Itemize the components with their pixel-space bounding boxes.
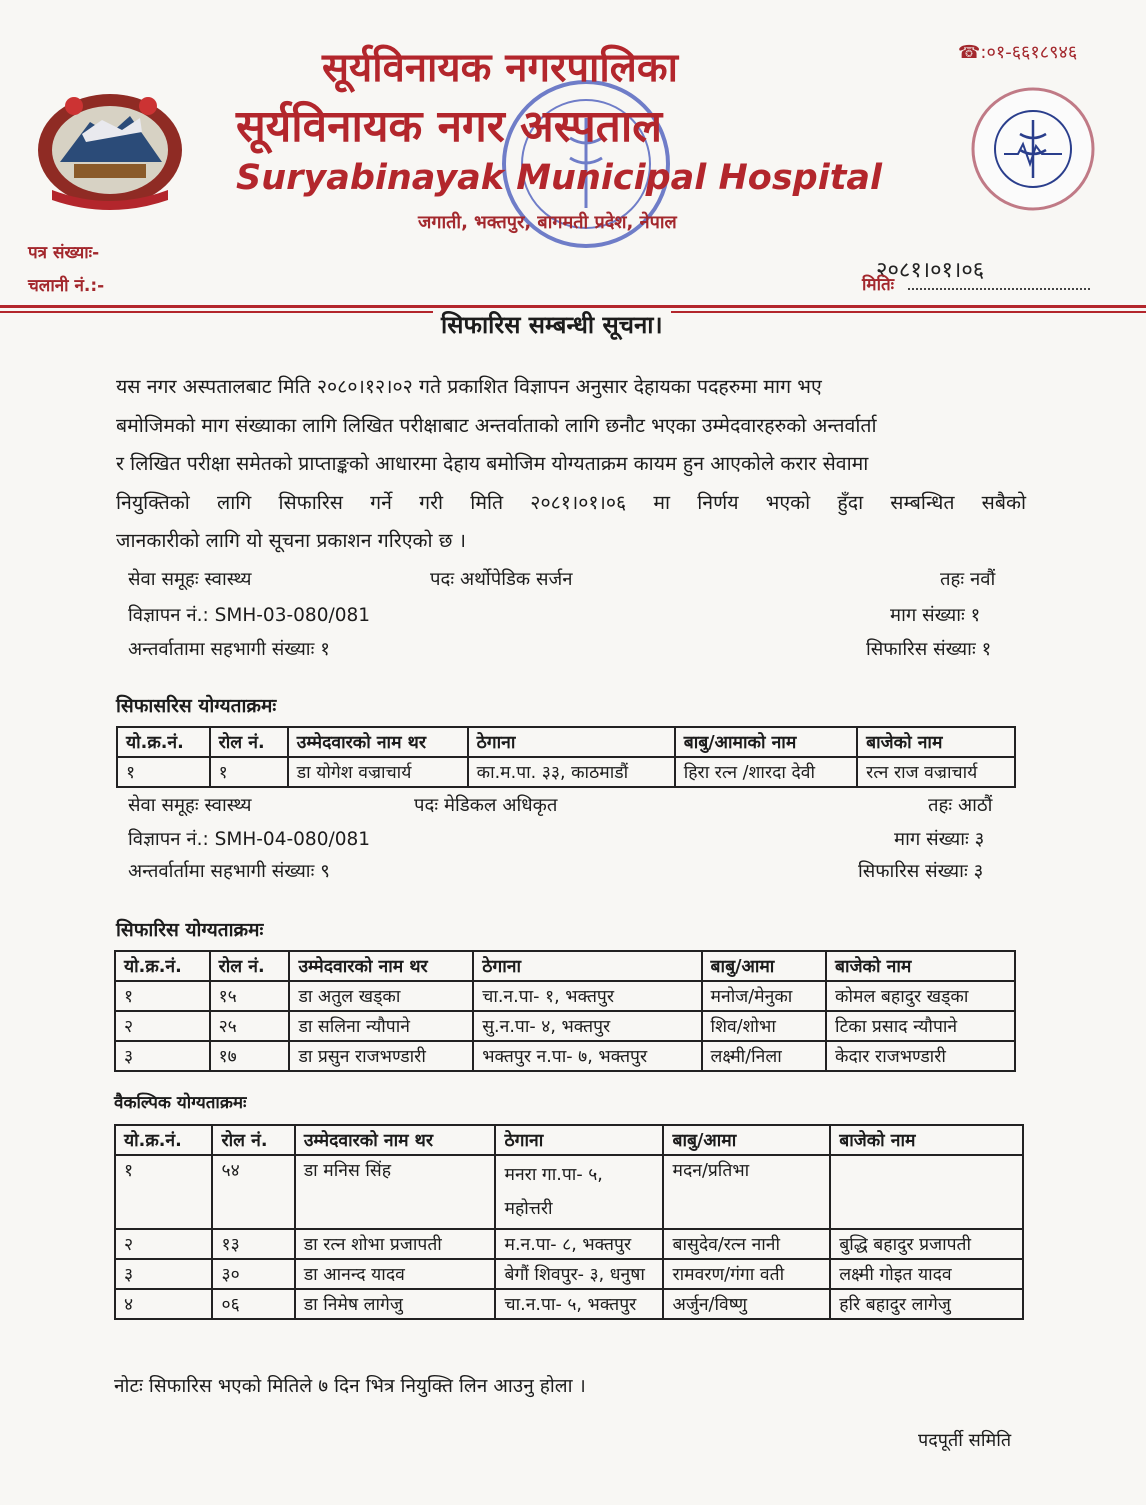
post2-table-title: सिफारिस योग्यताक्रमः [116,919,264,941]
col-header: बाबु/आमा [663,1125,830,1155]
hospital-name-en: Suryabinayak Municipal Hospital [236,158,883,198]
cell: डा सलिना न्यौपाने [289,1011,473,1041]
col-header: बाबु/आमाको नाम [675,727,857,757]
table-row [117,757,1015,787]
cell: म.न.पा- ८, भक्तपुर [495,1229,663,1259]
post2-vigyapan: विज्ञापन नं.: SMH-04-080/081 [128,829,371,850]
cell: ३० [212,1259,294,1289]
col-header: यो.क्र.नं. [115,951,210,981]
table-header-row [115,1125,1023,1155]
cell: १ [115,981,210,1011]
cell: २ [115,1229,212,1259]
hospital-name-np: सूर्यविनायक नगर अस्पताल [236,101,663,152]
post2-pad: पदः मेडिकल अधिकृत [414,795,558,816]
cell: मनोज/मेनुका [702,981,827,1011]
post1-seva: सेवा समूहः स्वास्थ्य [128,569,252,590]
date-handwritten: २०८१।०१।०६ [876,258,985,283]
cell: १ [210,757,288,787]
cell: लक्ष्मी/निला [702,1041,827,1071]
cell: रत्न राज वज्राचार्य [857,757,1015,787]
cell: डा प्रसुन राजभण्डारी [289,1041,473,1071]
post2-taha: तहः आठौं [928,795,993,816]
cell: मदन/प्रतिभा [663,1155,830,1229]
post2-seva: सेवा समूहः स्वास्थ्य [128,795,252,816]
col-header: उम्मेदवारको नाम थर [288,727,468,757]
date-dotted-line [908,276,1090,290]
hospital-seal-icon [970,86,1096,212]
cell: १७ [210,1041,290,1071]
cell: डा मनिस सिंह [295,1155,496,1229]
post2-antarvarta: अन्तर्वार्तामा सहभागी संख्याः ९ [128,861,330,882]
cell: २५ [210,1011,290,1041]
paragraph-line: र लिखित परीक्षा समेतको प्राप्ताङ्कको आधारमा देहाय बमोजिम योग्यताक्रम कायम हुन आएकोले करार सेवामा [116,452,869,476]
table-row [115,1155,1023,1229]
cell: डा रत्न शोभा प्रजापती [295,1229,496,1259]
cell: ४ [115,1289,212,1319]
table-header-row [117,727,1015,757]
notice-title: सिफारिस सम्बन्धी सूचना। [433,308,671,341]
cell: लक्ष्मी गोइत यादव [830,1259,1023,1289]
cell: रामवरण/गंगा वती [663,1259,830,1289]
cell: सु.न.पा- ४, भक्तपुर [473,1011,701,1041]
post1-table-title: सिफासरिस योग्यताक्रमः [116,695,277,717]
cell: डा अतुल खड्का [289,981,473,1011]
chalani-number: चलानी नं.:- [28,276,105,296]
post2-sifaris: सिफारिस संख्याः ३ [858,861,984,882]
cell: अर्जुन/विष्णु [663,1289,830,1319]
cell: चा.न.पा- ५, भक्तपुर [495,1289,663,1319]
col-header: रोल नं. [210,951,290,981]
cell: चा.न.पा- १, भक्तपुर [473,981,701,1011]
cell: डा आनन्द यादव [295,1259,496,1289]
cell: हरि बहादुर लागेजु [830,1289,1023,1319]
cell: १३ [212,1229,294,1259]
col-header: उम्मेदवारको नाम थर [289,951,473,981]
paragraph-line: जानकारीको लागि यो सूचना प्रकाशन गरिएको छ । [116,529,466,553]
cell: हिरा रत्न /शारदा देवी [675,757,857,787]
hospital-address: जगाती, भक्तपुर, बागमती प्रदेश, नेपाल [418,212,677,233]
col-header: ठेगाना [473,951,701,981]
post1-sifaris: सिफारिस संख्याः १ [866,639,992,660]
table-row [115,1259,1023,1289]
table-row [115,1041,1015,1071]
notice-paragraph [116,368,1026,561]
cell: २ [115,1011,210,1041]
col-header: रोल नं. [210,727,288,757]
cell [830,1155,1023,1229]
post1-maag: माग संख्याः १ [890,605,981,626]
cell: टिका प्रसाद न्यौपाने [826,1011,1015,1041]
cell: ३ [115,1041,210,1071]
cell: ५४ [212,1155,294,1229]
col-header: यो.क्र.नं. [117,727,210,757]
cell: १ [117,757,210,787]
patra-sankhya: पत्र संख्याः- [28,243,100,263]
alt-table [114,1124,1024,1320]
cell: डा योगेश वज्राचार्य [288,757,468,787]
cell: केदार राजभण्डारी [826,1041,1015,1071]
col-header: यो.क्र.नं. [115,1125,212,1155]
nepal-emblem-icon [30,72,190,212]
table-header-row [115,951,1015,981]
col-header: उम्मेदवारको नाम थर [295,1125,496,1155]
col-header: रोल नं. [212,1125,294,1155]
paragraph-line: बमोजिमको माग संख्याका लागि लिखित परीक्षाबाट अन्तर्वाताको लागि छनौट भएका उम्मेदवारहरुको अन्तर्वार्ता [116,413,877,437]
cell: बासुदेव/रत्न नानी [663,1229,830,1259]
table-row [115,1289,1023,1319]
cell: कोमल बहादुर खड्का [826,981,1015,1011]
cell: ०६ [212,1289,294,1319]
cell: बुद्धि बहादुर प्रजापती [830,1229,1023,1259]
cell: का.म.पा. ३३, काठमाडौं [468,757,675,787]
cell: शिव/शोभा [702,1011,827,1041]
col-header: बाजेको नाम [857,727,1015,757]
paragraph-line: नियुक्तिको लागि सिफारिस गर्ने गरी मिति २०८१।०१।०६ मा निर्णय भएको हुँदा सम्बन्धित सबैको [116,490,1026,514]
cell: ३ [115,1259,212,1289]
table-row [115,1011,1015,1041]
footer-note: नोटः सिफारिस भएको मितिले ७ दिन भित्र नियुक्ति लिन आउनु होला । [114,1375,586,1397]
post2-maag: माग संख्याः ३ [894,829,985,850]
col-header: बाजेको नाम [826,951,1015,981]
col-header: ठेगाना [495,1125,663,1155]
post1-vigyapan: विज्ञापन नं.: SMH-03-080/081 [128,605,371,626]
col-header: बाबु/आमा [702,951,827,981]
table-row [115,1229,1023,1259]
post1-table [116,726,1016,788]
municipality-name: सूर्यविनायक नगरपालिका [322,45,678,91]
col-header: बाजेको नाम [830,1125,1023,1155]
alt-table-title: वैकल्पिक योग्यताक्रमः [114,1093,247,1113]
cell: १५ [210,981,290,1011]
post1-antarvarta: अन्तर्वातामा सहभागी संख्याः १ [128,639,330,660]
cell: मनरा गा.पा- ५, महोत्तरी [495,1155,663,1229]
cell: डा निमेष लागेजु [295,1289,496,1319]
table-row [115,981,1015,1011]
cell: भक्तपुर न.पा- ७, भक्तपुर [473,1041,701,1071]
cell: १ [115,1155,212,1229]
cell: बेगौं शिवपुर- ३, धनुषा [495,1259,663,1289]
post1-taha: तहः नवौं [940,569,996,590]
phone-number: ☎:०१-६६१८९४६ [958,42,1078,63]
miti-label: मितिः [862,275,895,295]
post2-table [114,950,1016,1072]
signature-committee: पदपूर्ती समिति [918,1430,1012,1451]
paragraph-line: यस नगर अस्पतालबाट मिति २०८०।१२।०२ गते प्रकाशित विज्ञापन अनुसार देहायका पदहरुमा माग भए [116,375,822,398]
post1-pad: पदः अर्थोपेडिक सर्जन [430,569,573,590]
col-header: ठेगाना [468,727,675,757]
